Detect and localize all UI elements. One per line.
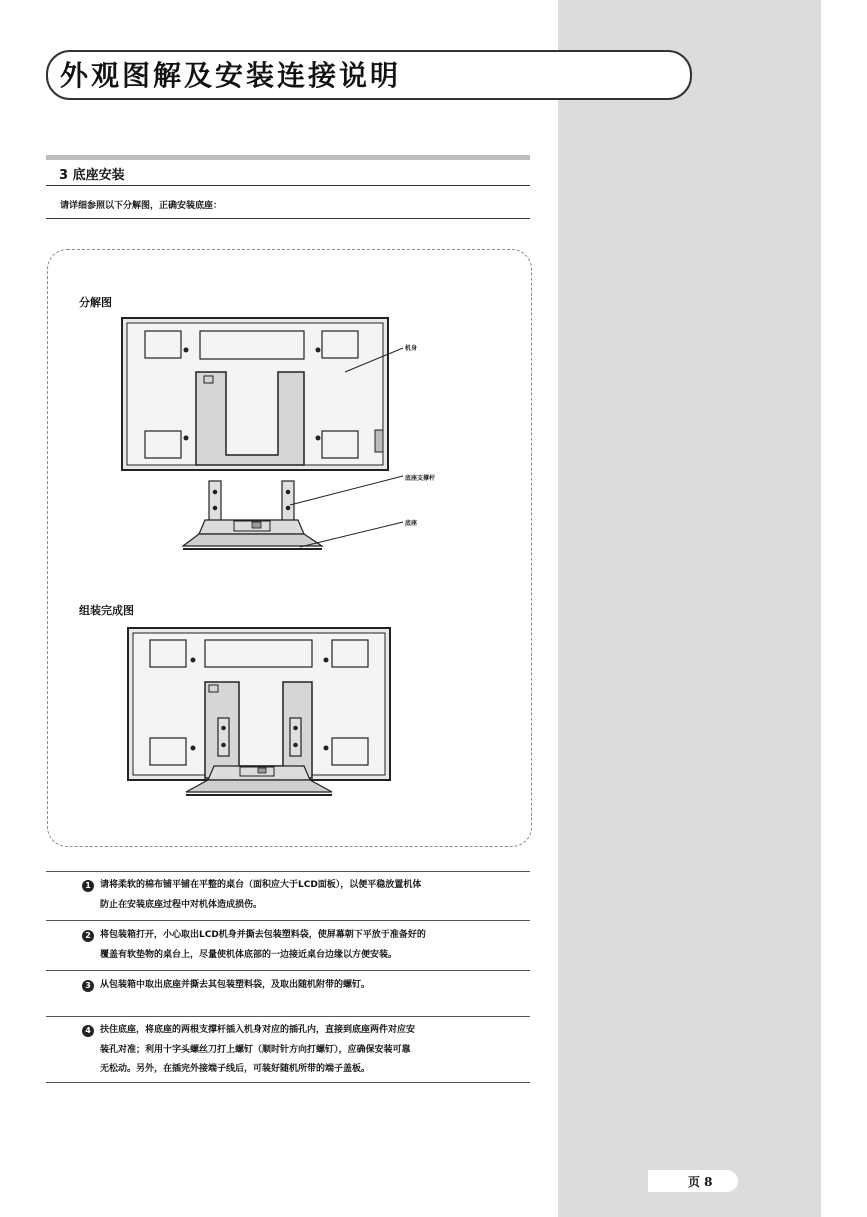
step-text-line: 扶住底座，将底座的两根支撑杆插入机身对应的插孔内，直接到底座两件对应安 [100,1025,416,1035]
assembled-tv [128,628,390,795]
callout-base: 底座 [405,520,418,527]
step-number: 1 [82,880,94,892]
step-text-line: 从包装箱中取出底座并撕去其包装塑料袋，及取出随机附带的螺钉。 [100,980,371,990]
step-rule [46,970,530,971]
step-rule [46,920,530,921]
step-rule [46,1016,530,1017]
step-text-line: 请将柔软的棉布铺平铺在平整的桌台（面积应大于LCD面板），以便平稳放置机体 [100,880,422,890]
step-item [82,1021,542,1079]
page-number: 页 8 [688,1175,713,1189]
step-text-line: 无松动。另外，在插完外接端子线后，可装好随机所带的端子盖板。 [100,1064,371,1074]
step-number: 2 [82,930,94,942]
callout-bracket: 底座支撑杆 [405,475,436,482]
section-heading: 3 底座安装 [59,168,125,183]
step-item [82,976,542,996]
callout-body: 机身 [405,345,418,352]
assembled-view-label: 组装完成图 [79,604,134,617]
exploded-stand [183,481,322,549]
step-text-line: 将包装箱打开，小心取出LCD机身并撕去包装塑料袋，使屏幕朝下平放于准备好的 [100,930,426,940]
page-title: 外观图解及安装连接说明 [60,59,402,92]
intro-text: 请详细参照以下分解图，正确安装底座： [60,201,223,211]
step-item [82,926,542,965]
step-rule [46,1082,530,1083]
step-number: 3 [82,980,94,992]
exploded-tv-body [122,318,388,470]
step-text-line: 覆盖有软垫物的桌台上，尽量使机体底部的一边接近桌台边缘以方便安装。 [100,950,398,960]
step-rule [46,871,530,872]
exploded-view-label: 分解图 [79,296,112,309]
step-number: 4 [82,1025,94,1037]
step-text-line: 防止在安装底座过程中对机体造成损伤。 [100,900,263,910]
step-text-line: 装孔对准；利用十字头螺丝刀打上螺钉（顺时针方向打螺钉），应确保安装可靠 [100,1045,411,1055]
step-item [82,876,542,915]
